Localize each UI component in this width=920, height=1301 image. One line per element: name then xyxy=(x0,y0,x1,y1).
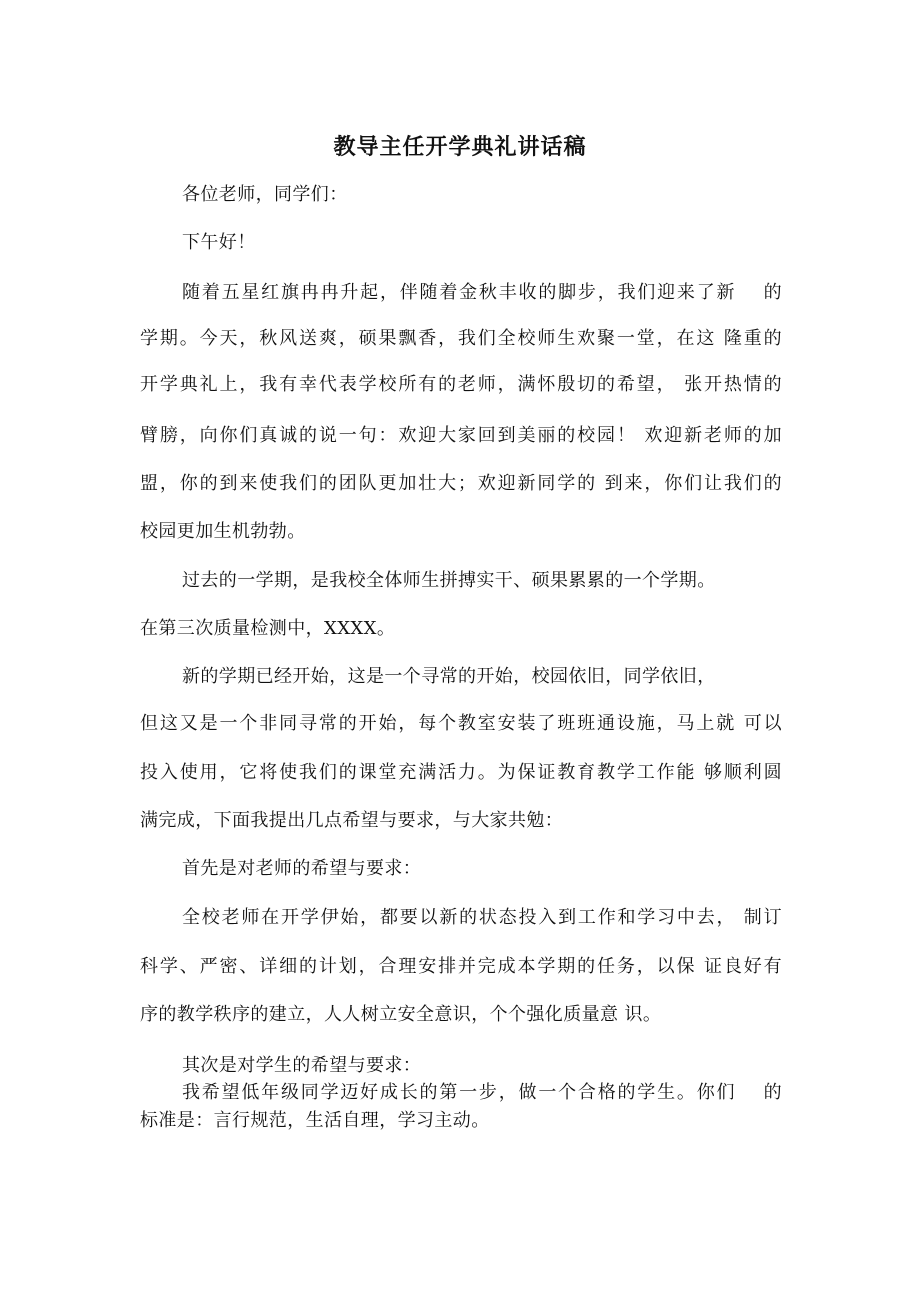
paragraph-line: 科学、严密、详细的计划，合理安排并完成本学期的任务，以保 证良好有 xyxy=(140,956,782,977)
paragraph-line: 学期。今天，秋风送爽，硕果飘香，我们全校师生欢聚一堂，在这 隆重的 xyxy=(140,328,782,349)
paragraph-line: 校园更加生机勃勃。 xyxy=(140,521,306,542)
section-heading-students: 其次是对学生的希望与要求： xyxy=(182,1055,422,1076)
paragraph-line: 盟，你的到来使我们的团队更加壮大；欢迎新同学的 到来，你们让我们的 xyxy=(140,473,782,494)
paragraph-line: 满完成，下面我提出几点希望与要求，与大家共勉： xyxy=(140,810,564,831)
paragraph-line: 在第三次质量检测中，XXXX。 xyxy=(140,618,396,639)
paragraph-line: 投入使用，它将使我们的课堂充满活力。为保证教育教学工作能 够顺利圆 xyxy=(140,762,782,783)
document-title: 教导主任开学典礼讲话稿 xyxy=(333,135,587,160)
paragraph-line: 过去的一学期，是我校全体师生拼搏实干、硕果累累的一个学期。 xyxy=(182,570,716,591)
paragraph-line: 标准是：言行规范，生活自理，学习主动。 xyxy=(140,1110,490,1131)
paragraph-line: 随着五星红旗冉冉升起，伴随着金秋丰收的脚步，我们迎来了新 的 xyxy=(182,282,782,303)
paragraph-line: 我希望低年级同学迈好成长的第一步，做一个合格的学生。你们 的 xyxy=(182,1082,782,1103)
paragraph-line: 序的教学秩序的建立，人人树立安全意识，个个强化质量意 识。 xyxy=(140,1004,662,1025)
paragraph-line: 全校老师在开学伊始，都要以新的状态投入到工作和学习中去， 制订 xyxy=(182,907,782,928)
paragraph-line: 新的学期已经开始，这是一个寻常的开始，校园依旧，同学依旧， xyxy=(182,666,716,687)
paragraph-line: 臂膀，向你们真诚的说一句：欢迎大家回到美丽的校园！ 欢迎新老师的加 xyxy=(140,425,782,446)
paragraph-line-greeting: 下午好！ xyxy=(182,232,256,253)
paragraph-line: 开学典礼上，我有幸代表学校所有的老师，满怀殷切的希望， 张开热情的 xyxy=(140,374,782,395)
paragraph-line-salutation: 各位老师，同学们： xyxy=(182,184,348,205)
section-heading-teachers: 首先是对老师的希望与要求： xyxy=(182,858,422,879)
paragraph-line: 但这又是一个非同寻常的开始，每个教室安装了班班通设施，马上就 可以 xyxy=(140,713,782,734)
